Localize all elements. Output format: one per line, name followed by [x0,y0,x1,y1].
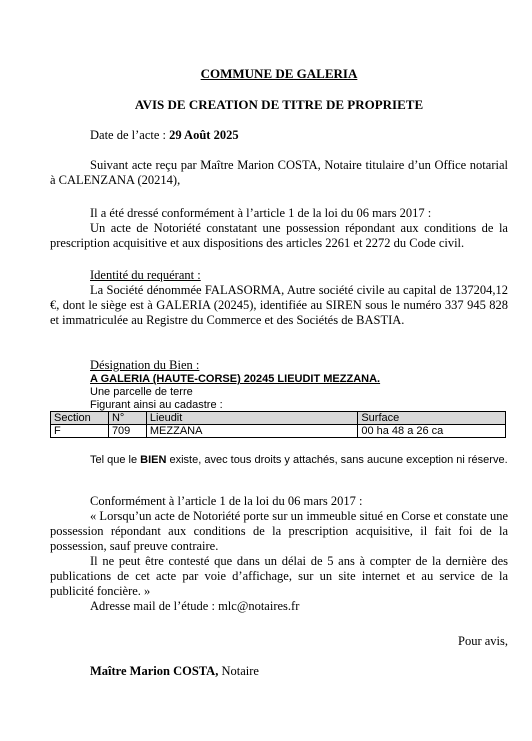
cadastre-header-row [51,412,506,425]
acte-date-value: 29 Août 2025 [169,128,239,142]
bien-location: A GALERIA (HAUTE-CORSE) 20245 LIEUDIT MEZZANA. [90,373,381,385]
conform-quote2: Il ne peut être contesté que dans un délai de 5 ans à compter de la dernière des publications de cet acte par voie d’affichage, sur un site internet et au service de la publicité foncière. » [50,554,508,598]
bien-section [50,358,508,412]
requerant-text: La Société dénommée FALASORMA, Autre société civile au capital de 137204,12 €, dont le siège est à GALERIA (20245), identifiée au SIREN sous le numéro 337 945 828 et immatriculée au Registre du Commerce et des Sociétés de BASTIA. [50,283,508,327]
bien-heading: Désignation du Bien : [90,358,200,372]
tel-que-paragraph: Tel que le BIEN existe, avec tous droits y attachés, sans aucune exception ni réserve. [90,454,508,466]
conformement-section [50,494,508,614]
cell-lieudit: MEZZANA [146,425,357,438]
intro-text: Suivant acte reçu par Maître Marion COSTA, Notaire titulaire d’un Office notarial à CALENZANA (20214), [50,158,508,187]
col-lieudit: Lieudit [146,412,357,425]
bien-bold: BIEN [140,454,167,466]
article-line2: Un acte de Notoriété constatant une possession répondant aux conditions de la prescription acquisitive et aux dispositions des articles 2261 et 2272 du Code civil. [50,221,508,250]
cell-section: F [51,425,109,438]
requerant-heading: Identité du requérant : [90,268,201,282]
signature [90,664,259,679]
cell-numero: 709 [108,425,146,438]
acte-date-label: Date de l’acte : [90,128,170,142]
commune-title: COMMUNE DE GALERIA [200,66,358,81]
signatory-role: Notaire [218,664,259,678]
bien-line1: Une parcelle de terre [90,386,193,398]
cadastre-table [50,411,506,438]
conform-quote1: « Lorsqu’un acte de Notoriété porte sur un immeuble situé en Corse et constate une possession répondant aux conditions de la prescription acquisitive, il fait foi de la possession, sauf preuve contraire. [50,509,508,553]
signatory-name: Maître Marion COSTA, [90,664,219,678]
conform-line1: Conformément à l’article 1 de la loi du 06 mars 2017 : [90,494,363,508]
col-section: Section [51,412,109,425]
col-surface: Surface [358,412,506,425]
table-row [51,425,506,438]
bien-line2: Figurant ainsi au cadastre : [90,399,223,411]
notice-title: AVIS DE CREATION DE TITRE DE PROPRIETE [134,97,424,112]
intro-paragraph [50,158,508,188]
article-paragraph [50,206,508,251]
acte-date [50,128,508,143]
requerant-section [50,268,508,328]
etude-email: Adresse mail de l’étude : mlc@notaires.fr [90,599,300,613]
pour-avis: Pour avis, [458,634,508,648]
article-line1: Il a été dressé conformément à l’article 1 de la loi du 06 mars 2017 : [90,206,432,220]
col-numero: N° [108,412,146,425]
cell-surface: 00 ha 48 a 26 ca [358,425,506,438]
